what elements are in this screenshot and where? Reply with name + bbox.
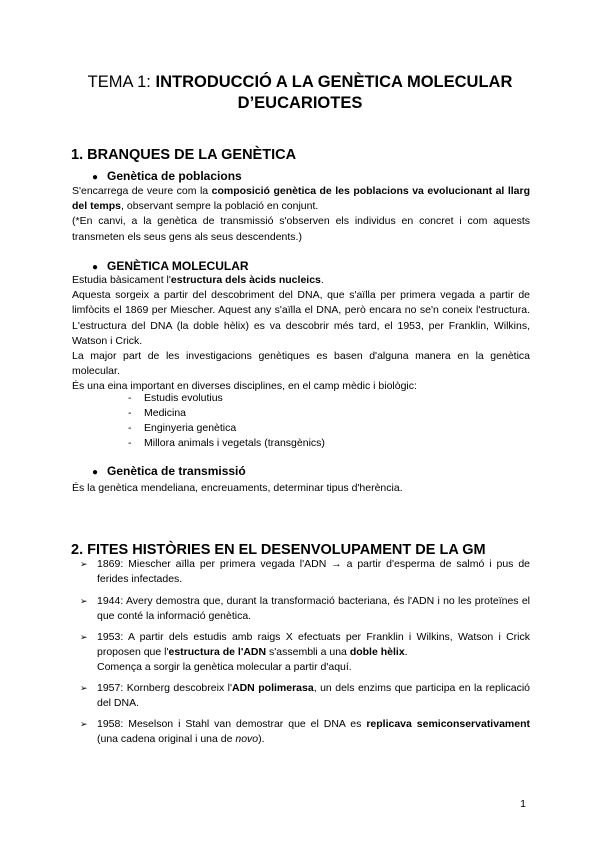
bullet-icon: ● [92,172,99,183]
arrow-bullet-icon: ➢ [80,632,88,642]
milestone-text: 1953: A partir dels estudis amb raigs X efectuats per Franklin i Wilkins, Watson i Crick proposen que l'estructura de l'ADN s'assembli a una doble hèlix. Comença a sorgir la genètica molecular a partir d'aquí. [97,631,530,674]
page-number: 1 [520,798,526,810]
subsection-molecular-title: GENÈTICA MOLECULAR [107,259,249,273]
poblacions-p1-text: S'encarrega de veure com la [72,185,212,197]
title-main-line1: INTRODUCCIÓ A LA GENÈTICA MOLECULAR [155,73,513,91]
milestone-item [80,717,530,747]
molecular-paragraph-1 [72,273,530,288]
milestone-item [80,557,530,587]
transmissio-paragraph-1: És la genètica mendeliana, encreuaments, determinar tipus d'herència. [72,482,403,494]
poblacions-text [72,184,530,245]
list-item: - Millora animals i vegetals (transgènics) [128,437,325,449]
title-main-line2: D’EUCARIOTES [237,94,363,112]
arrow-bullet-icon: ➢ [80,719,88,729]
transmissio-text [72,481,530,496]
section1-heading: 1. BRANQUES DE LA GENÈTICA [71,147,297,163]
disciplines-list [128,391,325,451]
molecular-paragraph-3: La major part de les investigacions genètiques es basen d'alguna manera en la genètica molecular. [72,350,530,378]
subsection-poblacions-title: Genètica de poblacions [107,169,242,183]
molecular-text [72,273,530,395]
poblacions-paragraph-2: (*En canvi, a la genètica de transmissió s'observen els individus en concret i com aquests transmeten els seus gens als seus descendents.) [72,215,530,243]
list-item: - Enginyeria genètica [128,422,237,434]
molecular-p1-text: Estudia bàsicament l' [72,274,171,286]
arrow-bullet-icon: ➢ [80,559,88,569]
subsection-poblacions-heading [92,169,242,185]
title-prefix: TEMA 1: [87,73,156,91]
document-title [60,72,540,114]
milestone-item [80,681,530,711]
poblacions-p1-end: , observant sempre la població en conjunt. [121,200,319,213]
list-item: - Estudis evolutius [128,392,223,404]
bullet-icon: ● [92,467,99,478]
arrow-bullet-icon: ➢ [80,683,88,693]
molecular-p1-end: . [320,274,324,286]
molecular-paragraph-4: És una eina important en diverses disciplines, en el camp mèdic i biològic: [72,380,417,393]
milestone-text: 1869: Miescher aïlla per primera vegada l'ADN → a partir d'esperma de salmó i pus de ferides infectades. [97,558,530,586]
milestone-text: 1944: Avery demostra que, durant la transformació bacteriana, és l'ADN i no les proteïnes el que conté la informació genètica. [97,595,530,623]
molecular-paragraph-2: Aquesta sorgeix a partir del descobriment del DNA, que s'aïlla per primera vegada a partir de limfòcits el 1869 per Miescher. Aquest any s'aïlla el DNA, però encara no se'n coneix l'estructura. L'estructura del DNA (la doble hèlix) es va descobrir més tard, el 1953, per Franklin, Wilkins, Watson i Crick. [72,289,530,347]
milestone-text: 1957: Kornberg descobreix l'ADN polimerasa, un dels enzims que participa en la replicació del DNA. [97,682,531,710]
molecular-p1-bold: estructura dels àcids nucleics [170,274,321,286]
section2-heading: 2. FITES HISTÒRIES EN EL DESENVOLUPAMENT DE LA GM [71,542,486,558]
milestone-item [80,630,530,676]
list-item: - Medicina [128,407,187,419]
arrow-bullet-icon: ➢ [80,596,88,606]
milestone-text: 1958: Meselson i Stahl van demostrar que el DNA es replicava semiconservativament (una cadena original i una de novo). [97,718,530,746]
poblacions-p1-bold: composició genètica de les poblacions va evolucionant al llarg del temps [72,185,531,213]
bullet-icon: ● [92,262,99,273]
subsection-transmissio-heading [92,464,246,480]
milestone-item [80,594,530,624]
subsection-transmissio-title: Genètica de transmissió [107,464,246,478]
poblacions-paragraph-1 [72,184,530,214]
